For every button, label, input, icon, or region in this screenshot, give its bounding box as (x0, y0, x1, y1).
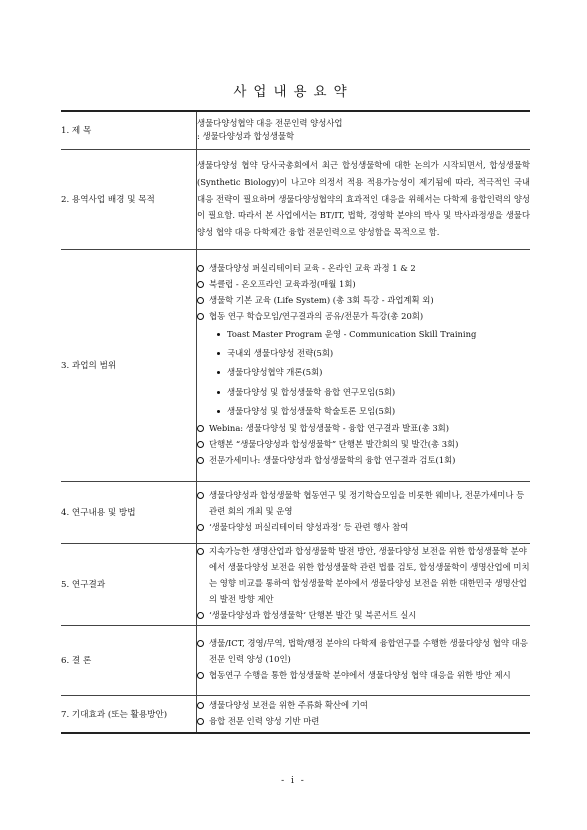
row-label: 7. 기대효과 (또는 활용방안) (61, 695, 197, 733)
row-results (61, 543, 530, 625)
row-label: 6. 결 론 (61, 625, 197, 695)
dot-bullet-icon (217, 352, 220, 355)
list-item: 생물학 기본 교육 (Life System) (총 3회 특강 - 과업계획 외) (197, 293, 530, 309)
content-line: 생물다양성협약 대응 전문인력 양성사업 (197, 117, 343, 128)
content-line: : 생물다양성과 합성생물학 (197, 131, 295, 142)
list-item: 협동연구 수행을 통한 합성생물학 분야에서 생물다양성 협약 대응을 위한 방안 제시 (197, 668, 530, 684)
row-conclusion (61, 625, 530, 695)
circle-bullet-icon (197, 425, 204, 432)
background-paragraph: 생물다양성 협약 당사국총회에서 최근 합성생물학에 대한 논의가 시작되면서, 합성생물학 (Synthetic Biology)이 나고야 의정서 적용 적용가능성이 제기됨에 따라, 적극적인 국내 대응 전략이 필요하며 생물다양성협약의 효과적인 대응을 위해서는 다학제 융합인력의 양성이 필요함. 따라서 본 사업에서는 BT/IT, 법학, 경영학 분야의 박사 및 박사과정생을 생물다양성 협약 대응 다학제간 융합 전문인력으로 양성함을 목적으로 함. (197, 159, 530, 238)
list-item: 융합 전문 인력 양성 기반 마련 (197, 714, 530, 730)
row-label: 4. 연구내용 및 방법 (61, 481, 197, 543)
dot-bullet-icon (217, 410, 220, 413)
sub-item: Toast Master Program 운영 - Communication Skill Training (197, 325, 530, 344)
list-item: Webina: 생물다양성 및 합성생물학 - 융합 연구결과 발표(총 3회) (197, 421, 530, 437)
circle-bullet-icon (197, 313, 204, 320)
circle-bullet-icon (197, 492, 204, 499)
row-label: 3. 과업의 범위 (61, 249, 197, 481)
list-item: 전문가세미나: 생물다양성과 합성생물학의 융합 연구결과 검토(1회) (197, 453, 530, 469)
circle-bullet-icon (197, 441, 204, 448)
page-number: - i - (281, 776, 306, 786)
row-content (197, 111, 531, 149)
row-methods (61, 481, 530, 543)
circle-bullet-icon (197, 718, 204, 725)
list-item: 협동 연구 학습모임/연구결과의 공유/전문가 특강(총 20회) (197, 309, 530, 325)
list-item: 생물/ICT, 경영/무역, 법학/행정 분야의 다학제 융합연구를 수행한 생물다양성 협약 대응 전문 인력 양성 (10인) (197, 636, 530, 668)
row-expected-effects (61, 695, 530, 733)
circle-bullet-icon (197, 640, 204, 647)
sub-item: 국내외 생물다양성 전략(5회) (197, 344, 530, 363)
circle-bullet-icon (197, 524, 204, 531)
list-item: ‘생물다양성과 합성생물학’ 단행본 발간 및 북콘서트 실시 (197, 608, 530, 624)
circle-bullet-icon (197, 702, 204, 709)
row-content (197, 149, 531, 249)
row-content (197, 249, 531, 481)
circle-bullet-icon (197, 265, 204, 272)
list-item: 지속가능한 생명산업과 합성생물학 발전 방안, 생물다양성 보전을 위한 합성생물학 분야에서 생물다양성 보전을 위한 합성생물학 관련 법률 검토, 합성생물학이 생명산업에 미치는 영향 비교를 통하여 합성생물학 분야에서 생물다양성 보전을 위한 대한민국 생명산업의 발전 방향 제안 (197, 544, 530, 608)
sub-item: 생물다양성 및 합성생물학 학술토론 모임(5회) (197, 402, 530, 421)
circle-bullet-icon (197, 672, 204, 679)
sub-item: 생물다양성협약 개론(5회) (197, 363, 530, 382)
row-label: 2. 용역사업 배경 및 목적 (61, 149, 197, 249)
row-label: 1. 제 목 (61, 111, 197, 149)
list-item: 북클럽 - 온오프라인 교육과정(매월 1회) (197, 277, 530, 293)
dot-bullet-icon (217, 391, 220, 394)
circle-bullet-icon (197, 548, 204, 555)
circle-bullet-icon (197, 281, 204, 288)
summary-table (61, 110, 530, 734)
list-item: ‘생물다양성 퍼실리테이터 양성과정’ 등 관련 행사 참여 (197, 520, 530, 536)
dot-bullet-icon (217, 333, 220, 336)
row-title (61, 111, 530, 149)
row-scope (61, 249, 530, 481)
list-item: 생물다양성 보전을 위한 주류화 확산에 기여 (197, 698, 530, 714)
dot-bullet-icon (217, 371, 220, 374)
row-background (61, 149, 530, 249)
list-item: 단행본 “생물다양성과 합성생물학” 단행본 발간회의 및 발간(총 3회) (197, 437, 530, 453)
row-content (197, 625, 531, 695)
list-item: 생물다양성과 합성생물학 협동연구 및 정기학습모임을 비롯한 웨비나, 전문가세미나 등 관련 회의 개최 및 운영 (197, 488, 530, 520)
circle-bullet-icon (197, 457, 204, 464)
row-content (197, 481, 531, 543)
row-content (197, 695, 531, 733)
circle-bullet-icon (197, 612, 204, 619)
circle-bullet-icon (197, 297, 204, 304)
row-content (197, 543, 531, 625)
page-title: 사업내용요약 (233, 84, 354, 100)
sub-item: 생물다양성 및 합성생물학 융합 연구모임(5회) (197, 383, 530, 402)
list-item: 생물다양성 퍼실리테이터 교육 - 온라인 교육 과정 1 & 2 (197, 261, 530, 277)
row-label: 5. 연구결과 (61, 543, 197, 625)
